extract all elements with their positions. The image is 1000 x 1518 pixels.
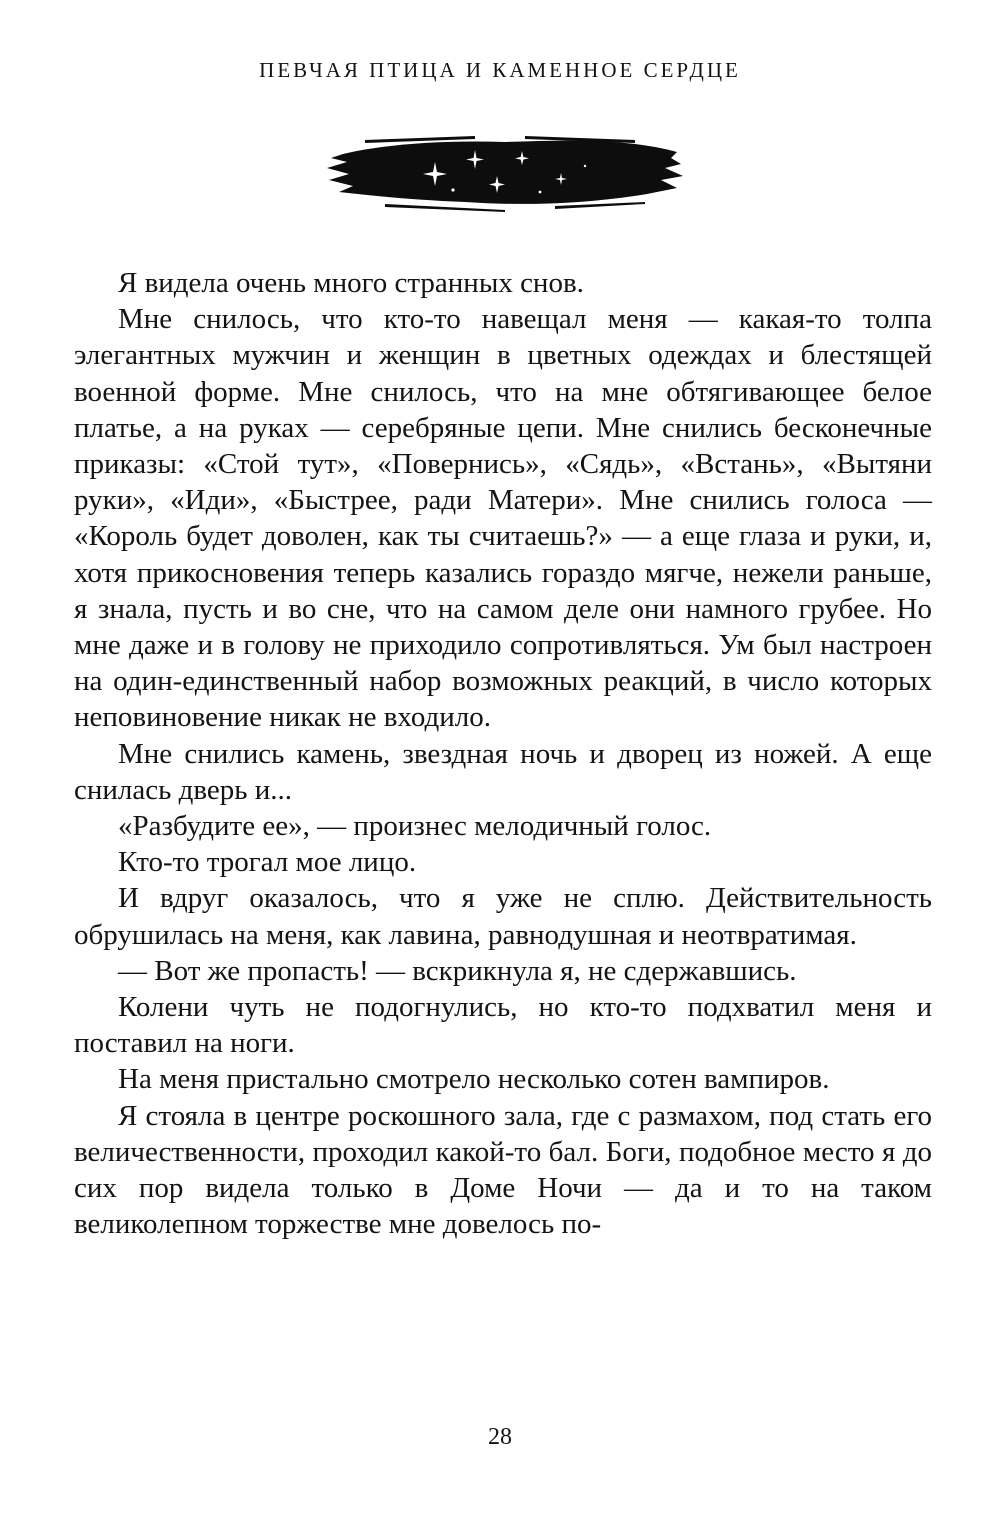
page-number: 28 — [488, 1424, 512, 1450]
running-title: ПЕВЧАЯ ПТИЦА И КАМЕННОЕ СЕРДЦЕ — [259, 58, 741, 82]
paragraph: Колени чуть не подогнулись, но кто-то подхватил меня и поставил на ноги. — [74, 991, 932, 1060]
star-dot — [539, 191, 542, 194]
star-dot — [584, 165, 586, 167]
paragraph: Я стояла в центре роскошного зала, где с размахом, под стать его величественности, проходил какой-то бал. Боги, подобное место я до сих пор видела только в Доме Ночи — да и то на таком великолепном торжестве мне довелось по- — [74, 1099, 932, 1241]
ink-brushstroke — [327, 136, 683, 212]
paragraph: «Разбудите ее», — произнес мелодичный голос. — [118, 810, 712, 843]
paragraph: Я видела очень много странных снов. — [118, 267, 584, 299]
star-dot — [451, 188, 454, 191]
paragraph: Кто-то трогал мое лицо. — [118, 846, 417, 879]
starry-ink-brushstroke-icon — [325, 132, 685, 214]
paragraph: — Вот же пропасть! — вскрикнула я, не сдержавшись. — [118, 954, 797, 987]
paragraph: И вдруг оказалось, что я уже не сплю. Действительность обрушилась на меня, как лавина, равнодушная и неотвратимая. — [74, 882, 932, 951]
paragraph: Мне снилось, что кто-то навещал меня — какая-то толпа элегантных мужчин и женщин в цветных одеждах и блестящей военной форме. Мне снилось, что на мне обтягивающее белое платье, а на руках — серебряные цепи. Мне снились бесконечные приказы: «Стой тут», «Повернись», «Сядь», «Встань», «Вытяни руки», «Иди», «Быстрее, ради Матери». Мне снились голоса — «Король будет доволен, как ты считаешь?» — а еще глаза и руки, и, хотя прикосновения теперь казались гораздо мягче, нежели раньше, я знала, пусть и во сне, что на самом деле они намного грубее. Но мне даже и в голову не приходило сопротивляться. Ум был настроен на один-единственный набор возможных реакций, в число которых неповиновение никак не входило. — [74, 303, 932, 734]
paragraph: На меня пристально смотрело несколько сотен вампиров. — [118, 1063, 830, 1096]
paragraph: Мне снились камень, звездная ночь и дворец из ножей. А еще снилась дверь и... — [74, 737, 932, 806]
body-text — [74, 265, 932, 1242]
